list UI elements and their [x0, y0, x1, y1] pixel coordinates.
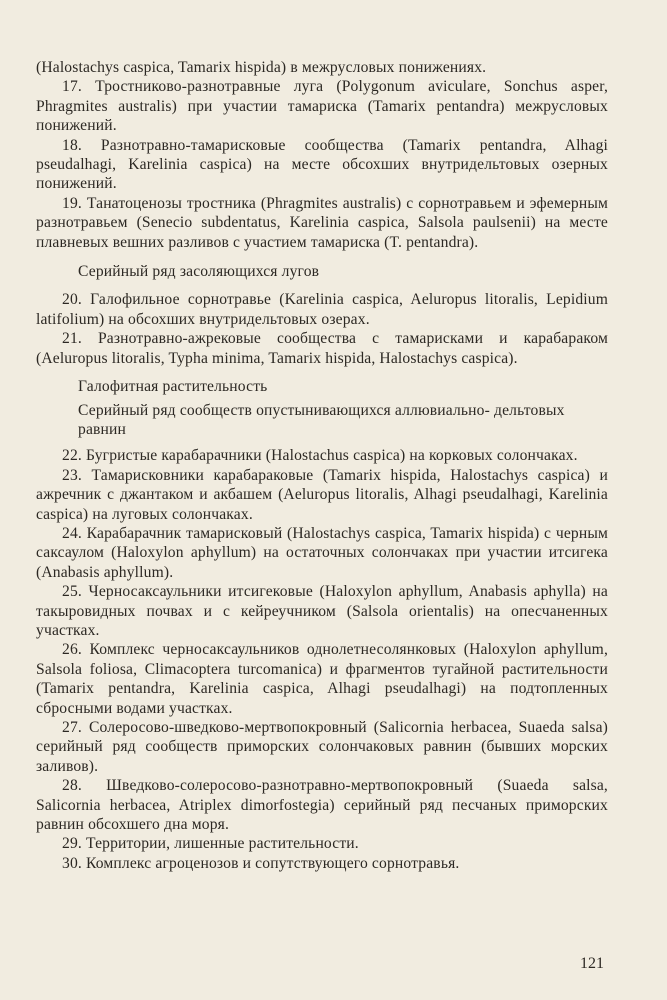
paragraph-29: 29. Территории, лишенные растительности. — [62, 835, 359, 853]
paragraph-23: 23. Тамарисковники карабараковые (Tamarix hispida, Halostachys caspica) и ажречник с джантаком и акбашем (Aeluropus litoralis, Alhagi pseudalhagi, Karelinia caspica) на луговых солончаках. — [36, 466, 608, 523]
paragraph-continuation: (Halostachys caspica, Tamarix hispida) в межрусловых понижениях. — [36, 59, 487, 76]
paragraph-24: 24. Карабарачник тамарисковый (Halostachys caspica, Tamarix hispida) с черным саксаулом (Haloxylon aphyllum) на остаточных солончаках при участии итсигека (Anabasis aphyllum). — [36, 524, 608, 581]
paragraph-21: 21. Разнотравно-ажрековые сообщества с тамарисками и карабараком (Aeluropus litoralis, Typha minima, Tamarix hispida, Halostachys caspica). — [36, 330, 608, 367]
paragraph-25: 25. Черносаксаульники итсигековые (Haloxylon aphyllum, Anabasis aphylla) на такыровидных почвах и с кейреучником (Salsola orientalis) на опесчаненных участках. — [36, 583, 608, 639]
paragraph-18: 18. Разнотравно-тамарисковые сообщества (Tamarix pentandra, Alhagi pseudalhagi, Karelinia caspica) на месте обсохших внутридельтовых озерных понижений. — [36, 136, 608, 193]
paragraph-27: 27. Солеросово-шведково-мертвопокровный (Salicornia herbacea, Suaeda salsa) серийный ряд сообществ приморских солончаковых равнин (бывших морских заливов). — [36, 719, 608, 775]
page-number: 121 — [580, 955, 604, 972]
paragraph-30: 30. Комплекс агроценозов и сопутствующего сорнотравья. — [62, 854, 460, 872]
paragraph-22: 22. Бугристые карабарачники (Halostachus caspica) на корковых солончаках. — [62, 447, 578, 465]
paragraph-28: 28. Шведково-солеросово-разнотравно-мертвопокровный (Suaeda salsa, Salicornia herbacea, Atriplex dimorfostegia) серийный ряд песчаных приморских равнин обсохшего дна моря. — [36, 777, 608, 834]
paragraph-20: 20. Галофильное сорнотравье (Karelinia caspica, Aeluropus litoralis, Lepidium latifolium) на обсохших внутридельтовых озерах. — [36, 291, 608, 328]
paragraph-19: 19. Танатоценозы тростника (Phragmites australis) с сорнотравьем и эфемерным разнотравьем (Senecio subdentatus, Karelinia caspica, Salsola paulsenii) на месте плавневых вешних разливов с участием тамариска (T. pentandra). — [36, 194, 608, 251]
section-heading-saline-meadows: Серийный ряд засоляющихся лугов — [78, 263, 320, 281]
paragraph-26: 26. Комплекс черносаксаульников однолетнесолянковых (Haloxylon aphyllum, Salsola foliosa, Climacoptera turcomanica) и фрагментов тугайной растительности (Tamarix pentandra, Karelinia caspica, Alhagi pseudalhagi) на подтопленных сбросными водами участках. — [36, 641, 608, 717]
page-body — [36, 58, 608, 873]
paragraph-17: 17. Тростниково-разнотравные луга (Polygonum aviculare, Sonchus asper, Phragmites australis) при участии тамариска (Tamarix pentandra) межрусловых понижений. — [36, 78, 608, 135]
section-heading-halophyte: Галофитная растительность — [78, 378, 268, 396]
subsection-heading-desertifying-plains: Серийный ряд сообществ опустынивающихся аллювиально- дельтовых равнин — [78, 401, 565, 438]
